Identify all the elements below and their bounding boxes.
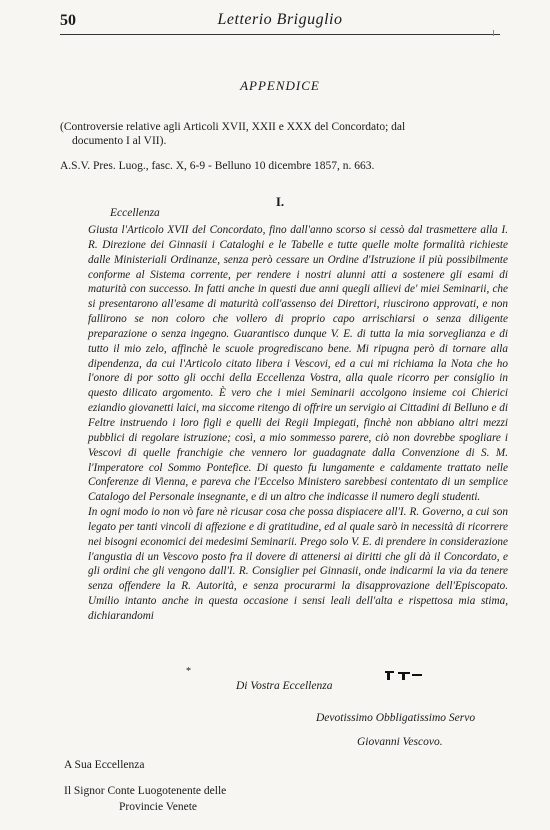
letter-signature: Giovanni Vescovo. [357, 736, 443, 748]
recipient-address [64, 757, 364, 815]
appendix-note-line1: (Controversie relative agli Articoli XVII, XXII e XXX del Concordato; dal [60, 121, 406, 133]
asterisk-mark: * [186, 666, 191, 677]
section-number: I. [275, 194, 285, 209]
letter-paragraph-2: In ogni modo io non vò fare nè ricusar cosa che possa dispiacere all'I. R. Governo, a cui son legato per tanti vincoli di affezione e di gratitudine, ed al quale sarò in necessità di ricorrere nei bisogni economici dei medesimi Seminarii. Prego solo V. E. di prendere in considerazione l'angustia di un Vescovo posto fra il dovere di attenersi ai diritti che gli dà il Concordato, e gli ordini che gli vengono dall'I. R. Consiglier pei Ginnasii, onde indicarmi la via da tenere senza offendere la R. Autorità, e senza procurarmi la disapprovazione dell'Episcopato. Umilio intanto anche in questa occasione i sensi leali dell'alta e rispettosa mia stima, dichiarandomi [88, 506, 508, 622]
letter-closing: Di Vostra Eccellenza [236, 680, 333, 692]
appendix-note-line2: documento I al VII). [72, 135, 167, 147]
page-number: 50 [60, 12, 76, 29]
running-head [60, 10, 500, 32]
address-line-3: Provincie Venete [119, 801, 198, 813]
appendix-note [60, 120, 500, 148]
letter-body [88, 223, 508, 624]
header-rule [60, 34, 500, 35]
letter-salutation: Eccellenza [110, 207, 160, 219]
address-line-2: Il Signor Conte Luogotenente delle [64, 785, 227, 797]
letter-paragraph-1: Giusta l'Articolo XVII del Concordato, fino dall'anno scorso si cessò dal trasmettere alla I. R. Direzione dei Ginnasii i Cataloghi e le Tabelle e tutte quelle molte formalità richieste dalle Ministeriali Ordinanze, senza però cessare un Ordine d'Istruzione il più possibilmente conforme al Sistema corrente, per rendere i nostri alunni atti a sostenere gli esami di maturità con successo. In fatti anche in questi due anni quegli allievi de' miei Seminarii, che si presentarono all'esame di maturità coll'assenso dei Direttori, riuscirono approvati, e non fallirono se non coloro che vollero di proprio capo arrischiarsi o senza diligente preparazione o senza ingegno. Guarantisco dunque V. E. di tutta la mia sorveglianza e di tutto il mio zelo, affinchè le scuole progrediscano bene. Mi ripugna però di tornare alla dipendenza, da cui l'Articolo citato libera i Vescovi, ed a cui mi richiama la Nota che ho l'onore di por sotto gli occhi della Eccellenza Vostra, alla quale ricorro per consiglio in questo dilicato argomento. È vero che i miei Seminarii accolgono insieme coi Chierici eziandio giovanetti laici, ma siccome ritengo di offrire un servigio ai Cittadini di Belluno e di Feltre instruendo i loro figli e quelli dei Regii Impiegati, finchè non abbiano altri mezzi pubblici di regolare istruzione; così, a mio sommesso parere, ciò non dovrebbe spogliare i Vescovi di quelle franchigie che vennero lor guadagnate dalla Convenzione di S. M. l'Imperatore col Sommo Pontefice. Di questo fu lungamente e caldamente trattato nelle Conferenze di Vienna, e pareva che l'Eccelso Ministero sarebbesi contentato di un semplice Catalogo del Personale insegnante, e di un altro che indicasse il numero degli studenti. [88, 224, 508, 504]
archival-source: A.S.V. Pres. Luog., fasc. X, 6-9 - Belluno 10 dicembre 1857, n. 663. [60, 160, 375, 172]
margin-tick [493, 30, 494, 36]
address-line-1: A Sua Eccellenza [64, 759, 145, 771]
letter-closing-formula: Devotissimo Obbligatissimo Servo [316, 712, 476, 724]
appendix-title: APPENDICE [240, 78, 320, 93]
running-title: Letterio Briguglio [217, 11, 343, 28]
ink-mark-icon [384, 669, 424, 681]
